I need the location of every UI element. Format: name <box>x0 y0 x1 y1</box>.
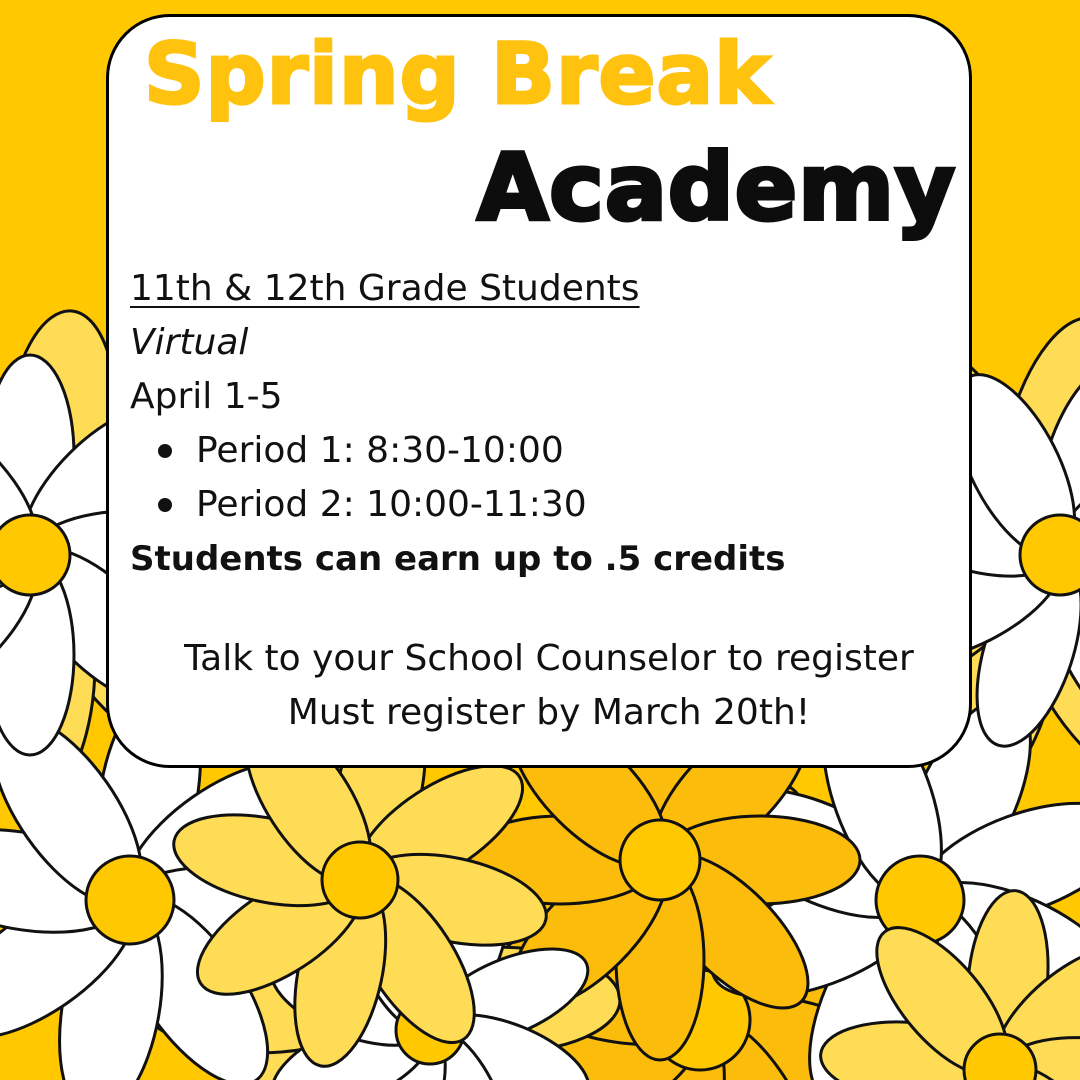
period-label: Period 2: 10:00-11:30 <box>196 484 587 525</box>
format-text: Virtual <box>130 322 249 363</box>
credits-text: Students can earn up to .5 credits <box>130 539 786 579</box>
title-academy: Academy <box>477 134 956 241</box>
period-item <box>158 478 950 532</box>
dates-text: April 1-5 <box>130 376 283 417</box>
period-label: Period 1: 8:30-10:00 <box>196 430 564 471</box>
details-block <box>130 262 950 586</box>
cta-counselor: Talk to your School Counselor to register <box>184 638 914 679</box>
cta-deadline: Must register by March 20th! <box>287 692 811 733</box>
period-item <box>158 424 950 478</box>
bullet-dot-icon <box>158 444 172 458</box>
period-list <box>130 424 950 532</box>
title-spring-break: Spring Break <box>144 25 771 123</box>
bullet-dot-icon <box>158 498 172 512</box>
audience-text: 11th & 12th Grade Students <box>130 268 640 309</box>
